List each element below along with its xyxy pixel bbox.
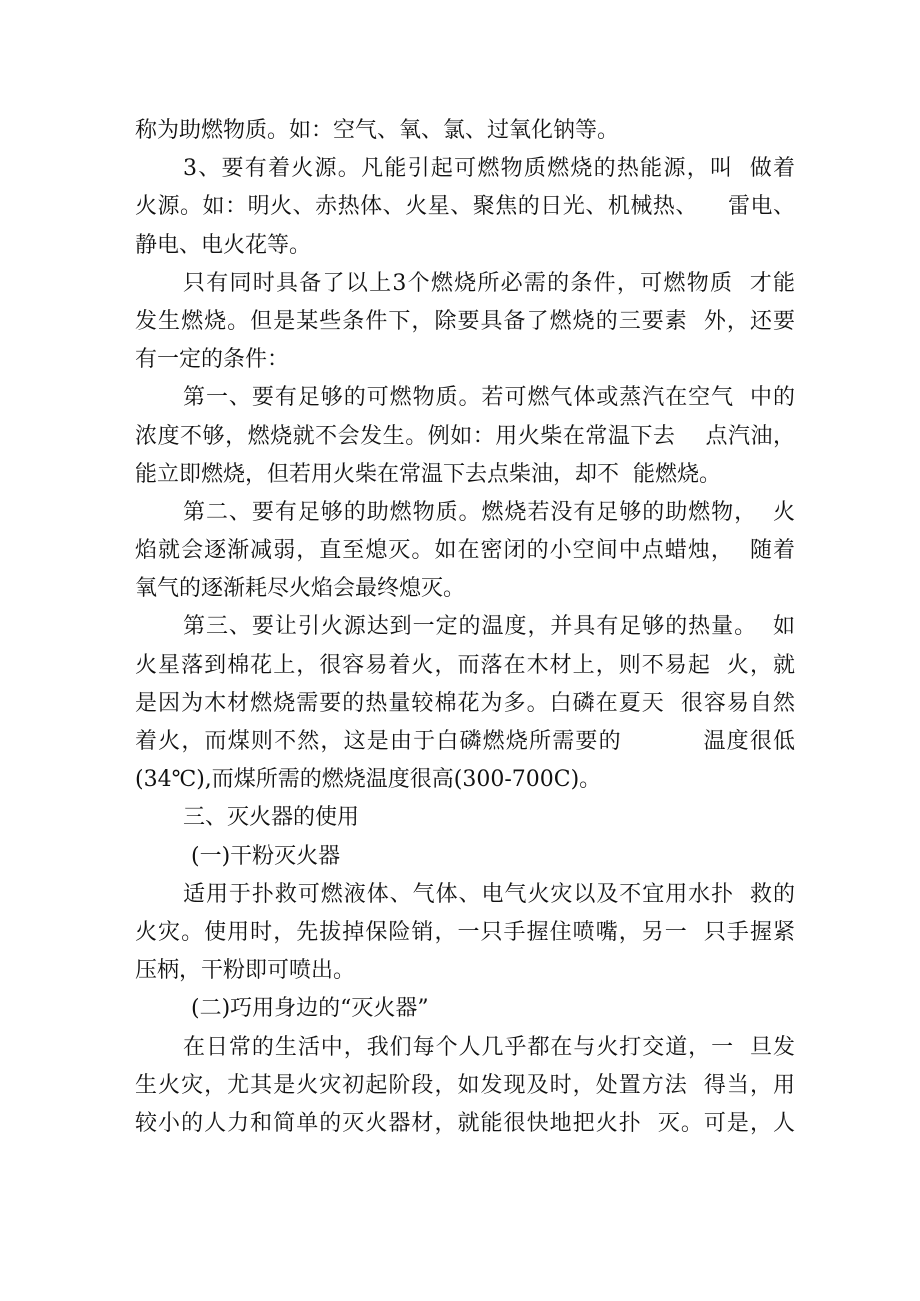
text-line: 焰就会逐渐减弱，直至熄灭。如在密闭的小空间中点蜡烛， 随着 — [135, 538, 795, 564]
text-line: 火源。如：明火、赤热体、火星、聚焦的日光、机械热、 雷电、 — [135, 194, 795, 220]
text-line: (一)干粉灭火器 — [191, 843, 341, 869]
text-line: 火星落到棉花上，很容易着火，而落在木材上，则不易起 火，就 — [135, 652, 795, 678]
text-line: 称为助燃物质。如：空气、氧、氯、过氧化钠等。 — [135, 118, 620, 143]
text-line: (二)巧用身边的“灭火器” — [191, 996, 429, 1022]
text-line: 火灾。使用时，先拔掉保险销，一只手握住喷嘴，另一 只手握紧 — [135, 919, 795, 945]
text-line: (34℃),而煤所需的燃烧温度很高(300-700C)。 — [135, 767, 602, 793]
text-line: 较小的人力和简单的灭火器材，就能很快地把火扑 灭。可是，人 — [135, 1110, 795, 1136]
text-line: 第三、要让引火源达到一定的温度，并具有足够的热量。 如 — [183, 614, 795, 640]
document-body — [135, 112, 795, 1143]
text-line: 氧气的逐渐耗尽火焰会最终熄灭。 — [135, 576, 466, 602]
text-line: 生火灾，尤其是火灾初起阶段，如发现及时，处置方法 得当，用 — [135, 1072, 795, 1098]
text-line: 能立即燃烧，但若用火柴在常温下去点柴油，却不 能燃烧。 — [135, 461, 721, 487]
text-line: 浓度不够，燃烧就不会发生。例如：用火柴在常温下去 点汽油， — [135, 423, 795, 449]
text-line: 在日常的生活中，我们每个人几乎都在与火打交道，一 旦发 — [183, 1034, 795, 1060]
text-line: 着火，而煤则不然，这是由于白磷燃烧所需要的 温度很低 — [135, 729, 795, 754]
text-line: 适用于扑救可燃液体、气体、电气火灾以及不宜用水扑 救的 — [183, 881, 795, 907]
text-line: 有一定的条件： — [135, 347, 290, 373]
text-line: 是因为木材燃烧需要的热量较棉花为多。白磷在夏天 很容易自然 — [135, 690, 795, 716]
text-line: 3、要有着火源。凡能引起可燃物质燃烧的热能源，叫 做着 — [183, 156, 795, 182]
text-line: 第一、要有足够的可燃物质。若可燃气体或蒸汽在空气 中的 — [183, 385, 795, 411]
text-line: 第二、要有足够的助燃物质。燃烧若没有足够的助燃物， 火 — [183, 499, 795, 525]
text-line: 只有同时具备了以上3个燃烧所必需的条件，可燃物质 才能 — [183, 270, 795, 296]
text-line: 三、灭火器的使用 — [183, 805, 360, 831]
text-line: 静电、电火花等。 — [135, 232, 312, 258]
text-line: 发生燃烧。但是某些条件下，除要具备了燃烧的三要素 外，还要 — [135, 308, 795, 334]
text-line: 压柄，干粉即可喷出。 — [135, 958, 356, 984]
